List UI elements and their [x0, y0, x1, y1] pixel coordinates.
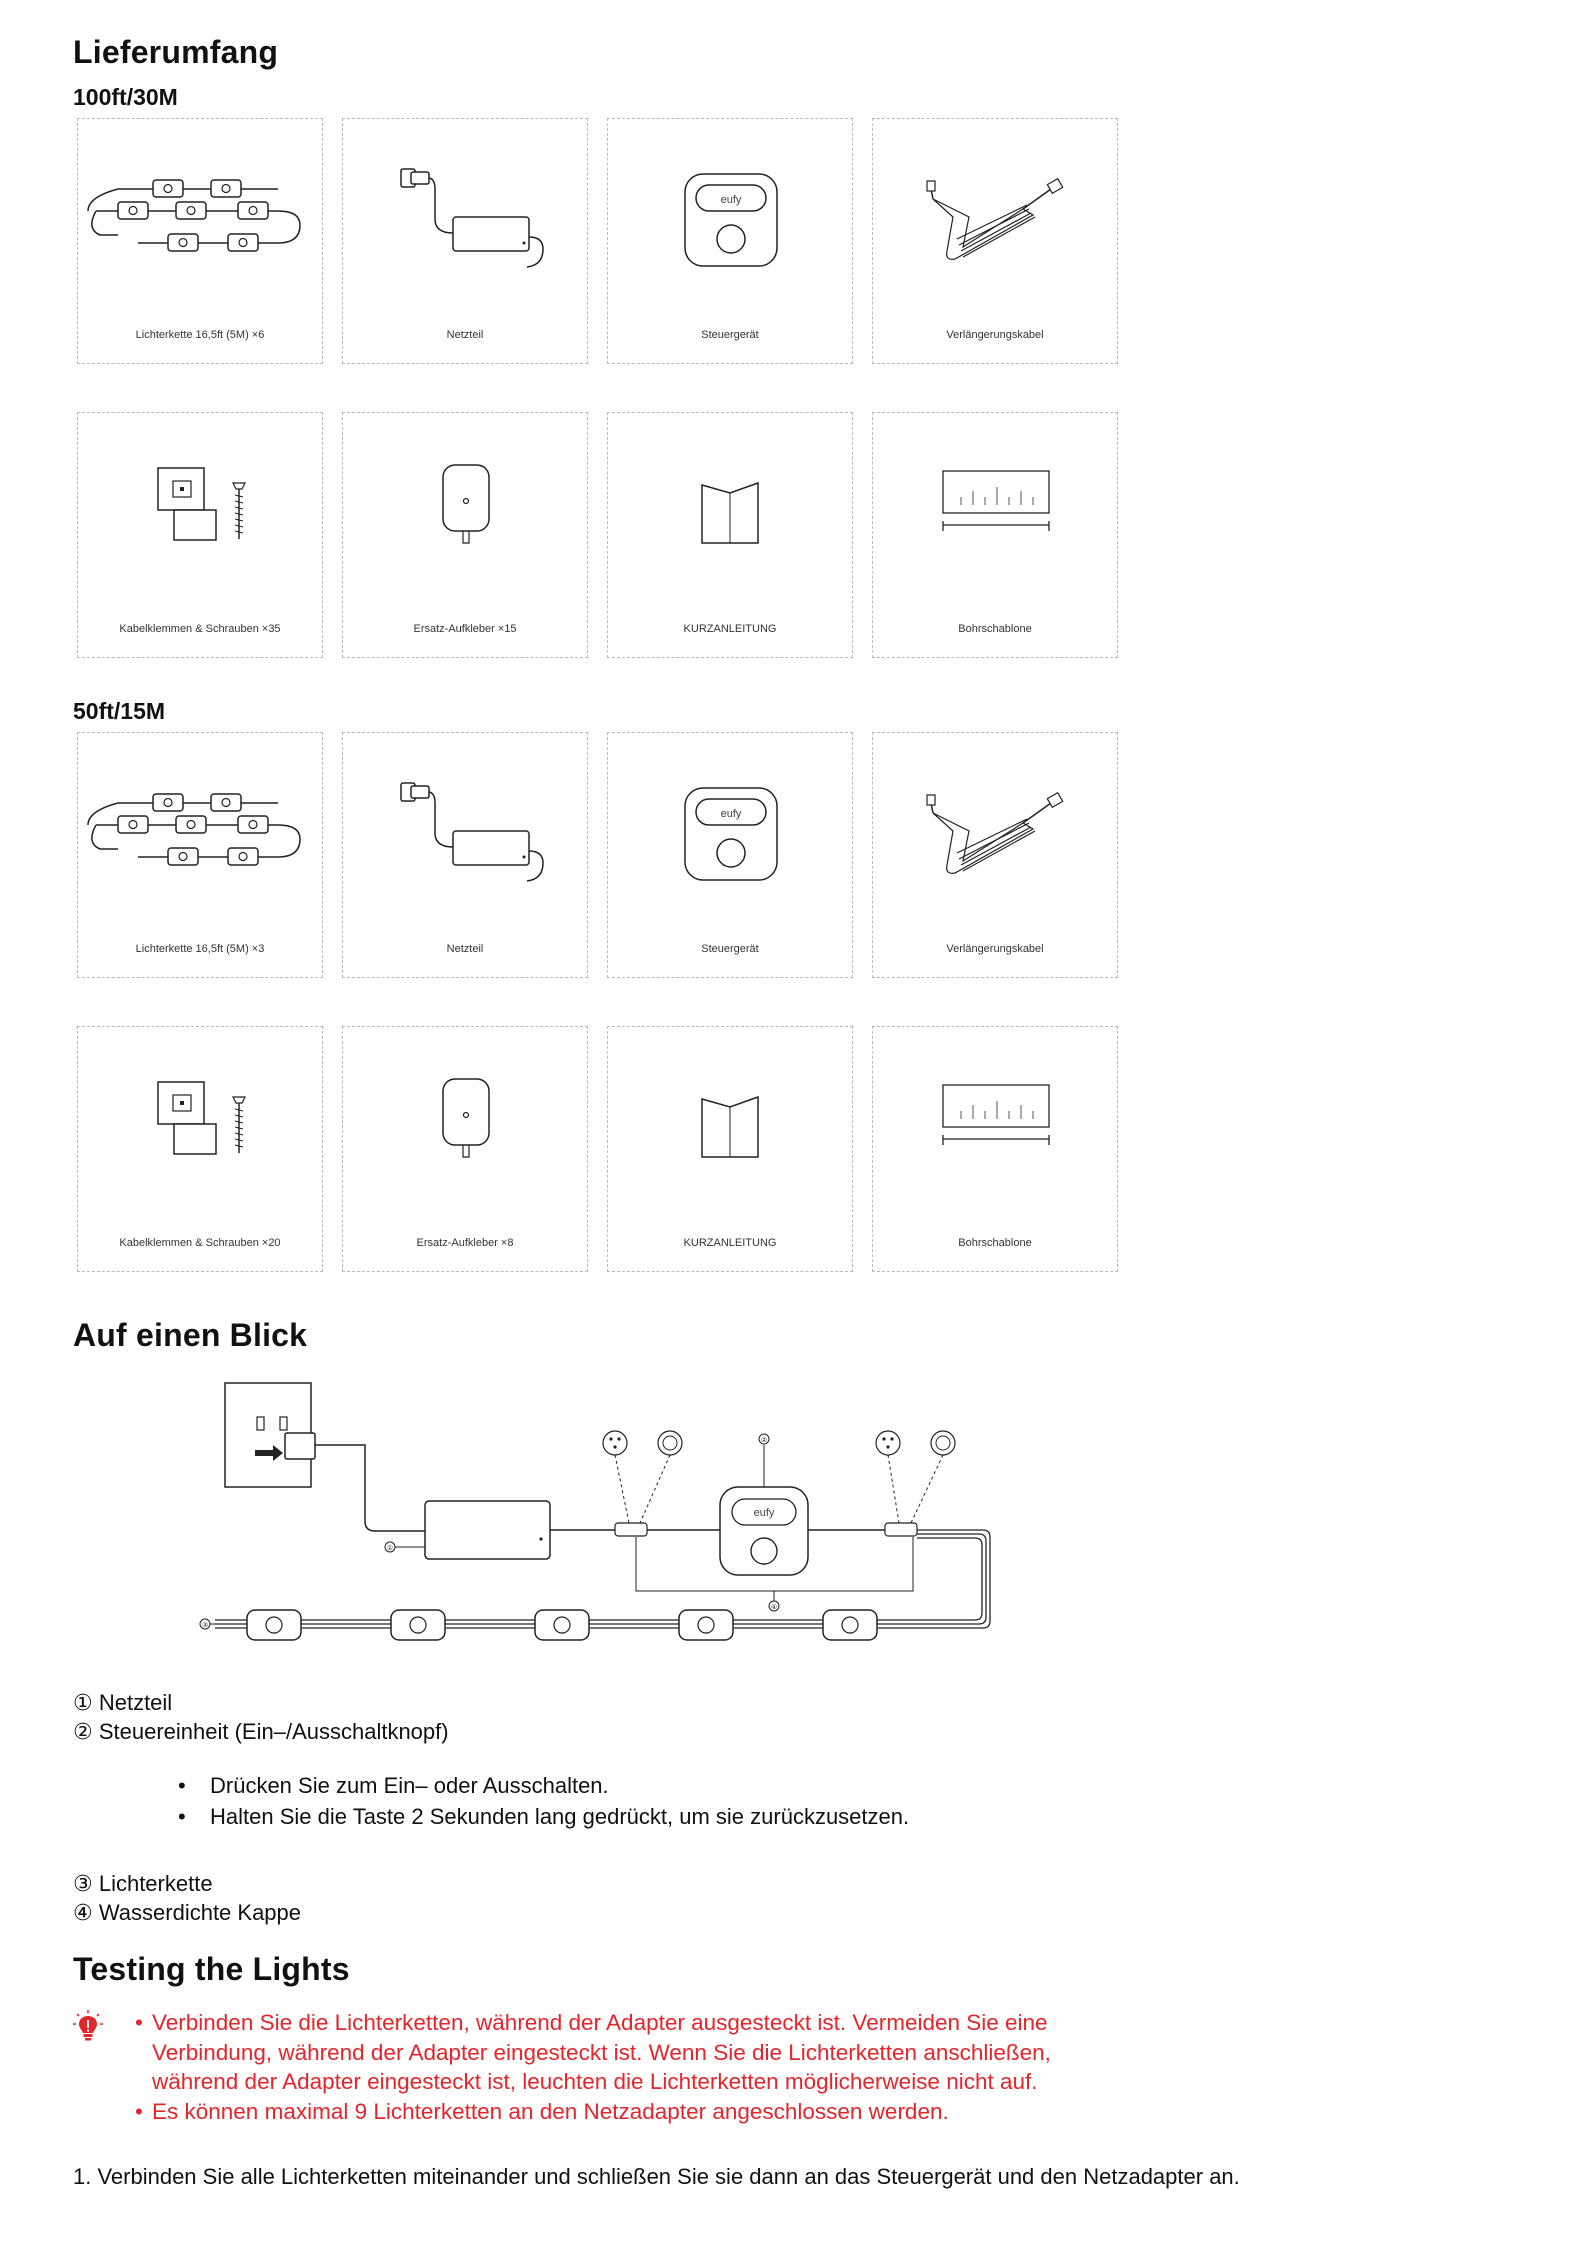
- power-adapter-illustration: [343, 733, 589, 933]
- item-caption: KURZANLEITUNG: [683, 623, 777, 635]
- label-1: ①: [386, 1544, 394, 1552]
- power-adapter-illustration: [343, 119, 589, 319]
- waterproof-cap: [615, 1523, 647, 1536]
- label-4: ④: [770, 1603, 778, 1611]
- item-card-quick-guide: [607, 412, 853, 658]
- light-bulb: [679, 1610, 733, 1640]
- control-box: [720, 1487, 808, 1575]
- section-title-testing: Testing the Lights: [73, 1951, 350, 1987]
- legend-top: [73, 1688, 449, 1746]
- light-bulb: [535, 1610, 589, 1640]
- item-caption: Steuergerät: [701, 943, 759, 955]
- manual-illustration: [608, 413, 854, 613]
- sticker-illustration: [343, 1027, 589, 1227]
- item-caption: Kabelklemmen & Schrauben ×35: [119, 623, 281, 635]
- item-card-power-adapter: [342, 118, 588, 364]
- cable-clip-illustration: [78, 413, 324, 613]
- extension-cable-illustration: [873, 733, 1119, 933]
- item-caption: Verlängerungskabel: [946, 943, 1044, 955]
- item-caption: Lichterkette 16,5ft (5M) ×6: [135, 329, 265, 341]
- item-caption: Bohrschablone: [958, 1237, 1032, 1249]
- light-bulb: [823, 1610, 877, 1640]
- item-card-cable-clips: [77, 412, 323, 658]
- eufy-logo: eufy: [753, 1507, 775, 1519]
- item-card-extension-cable: [872, 118, 1118, 364]
- light-string-illustration: [78, 733, 324, 933]
- item-caption: Netzteil: [446, 329, 484, 341]
- item-card-power-adapter: [342, 732, 588, 978]
- item-card-light-string: [77, 732, 323, 978]
- item-card-drill-template: [872, 1026, 1118, 1272]
- control-unit-bullets: [178, 1770, 909, 1832]
- control-box-illustration: [608, 733, 854, 933]
- item-card-control-box: [607, 118, 853, 364]
- power-adapter: [425, 1501, 550, 1559]
- item-caption: Verlängerungskabel: [946, 329, 1044, 341]
- item-caption: Netzteil: [446, 943, 484, 955]
- section-title-at-a-glance: Auf einen Blick: [73, 1317, 308, 1353]
- warning-note-1: • Verbinden Sie die Lichterketten, während der Adapter ausgesteckt ist. Vermeiden Sie eine Verbindung, während der Adapter eingesteckt ist. Wenn Sie die Lichterketten anschließen, während der Adapter eingesteckt ist, leuchten die Lichterketten möglicherweise nicht auf.: [135, 2010, 1051, 2094]
- item-card-drill-template: [872, 412, 1118, 658]
- item-caption: KURZANLEITUNG: [683, 1237, 777, 1249]
- light-string-illustration: [78, 119, 324, 319]
- warning-note-2: • Es können maximal 9 Lichterketten an den Netzadapter angeschlossen werden.: [135, 2098, 949, 2124]
- legend-item-1: ① Netzteil: [73, 1690, 173, 1715]
- control-box-illustration: [608, 119, 854, 319]
- set-title-50ft: 50ft/15M: [73, 698, 166, 724]
- item-caption: Steuergerät: [701, 329, 759, 341]
- bullet-press: • Drücken Sie zum Ein– oder Ausschalten.: [178, 1770, 909, 1801]
- item-card-control-box: [607, 732, 853, 978]
- bullet-hold: • Halten Sie die Taste 2 Sekunden lang gedrückt, um sie zurückzusetzen.: [178, 1801, 909, 1832]
- manual-illustration: [608, 1027, 854, 1227]
- lightbulb-warning-icon: [73, 2010, 103, 2042]
- item-caption: Lichterkette 16,5ft (5M) ×3: [135, 943, 265, 955]
- item-card-stickers: [342, 412, 588, 658]
- legend-bottom: [73, 1869, 301, 1927]
- item-card-cable-clips: [77, 1026, 323, 1272]
- waterproof-cap: [885, 1523, 917, 1536]
- item-card-quick-guide: [607, 1026, 853, 1272]
- item-caption: Ersatz-Aufkleber ×15: [413, 623, 517, 635]
- light-bulb: [247, 1610, 301, 1640]
- item-caption: Ersatz-Aufkleber ×8: [416, 1237, 514, 1249]
- plug: [285, 1433, 315, 1459]
- extension-cable-illustration: [873, 119, 1119, 319]
- item-card-extension-cable: [872, 732, 1118, 978]
- legend-item-4: ④ Wasserdichte Kappe: [73, 1900, 302, 1925]
- label-2: ②: [760, 1436, 768, 1444]
- set-title-100ft: 100ft/30M: [73, 84, 178, 110]
- drill-template-illustration: [873, 413, 1119, 613]
- label-3: ③: [201, 1621, 209, 1629]
- sticker-illustration: [343, 413, 589, 613]
- item-caption: Bohrschablone: [958, 623, 1032, 635]
- item-card-light-string: [77, 118, 323, 364]
- system-overview-diagram: [195, 1375, 1005, 1675]
- drill-template-illustration: [873, 1027, 1119, 1227]
- section-title-lieferumfang: Lieferumfang: [73, 34, 279, 70]
- cable-clip-illustration: [78, 1027, 324, 1227]
- item-card-stickers: [342, 1026, 588, 1272]
- legend-item-3: ③ Lichterkette: [73, 1871, 213, 1896]
- step-1: 1. Verbinden Sie alle Lichterketten miteinander und schließen Sie sie dann an das Steuergerät und den Netzadapter an.: [73, 2164, 1240, 2189]
- warning-notes: [135, 2008, 1095, 2126]
- legend-item-2: ② Steuereinheit (Ein–/Ausschaltknopf): [73, 1719, 449, 1744]
- item-caption: Kabelklemmen & Schrauben ×20: [119, 1237, 281, 1249]
- light-bulb: [391, 1610, 445, 1640]
